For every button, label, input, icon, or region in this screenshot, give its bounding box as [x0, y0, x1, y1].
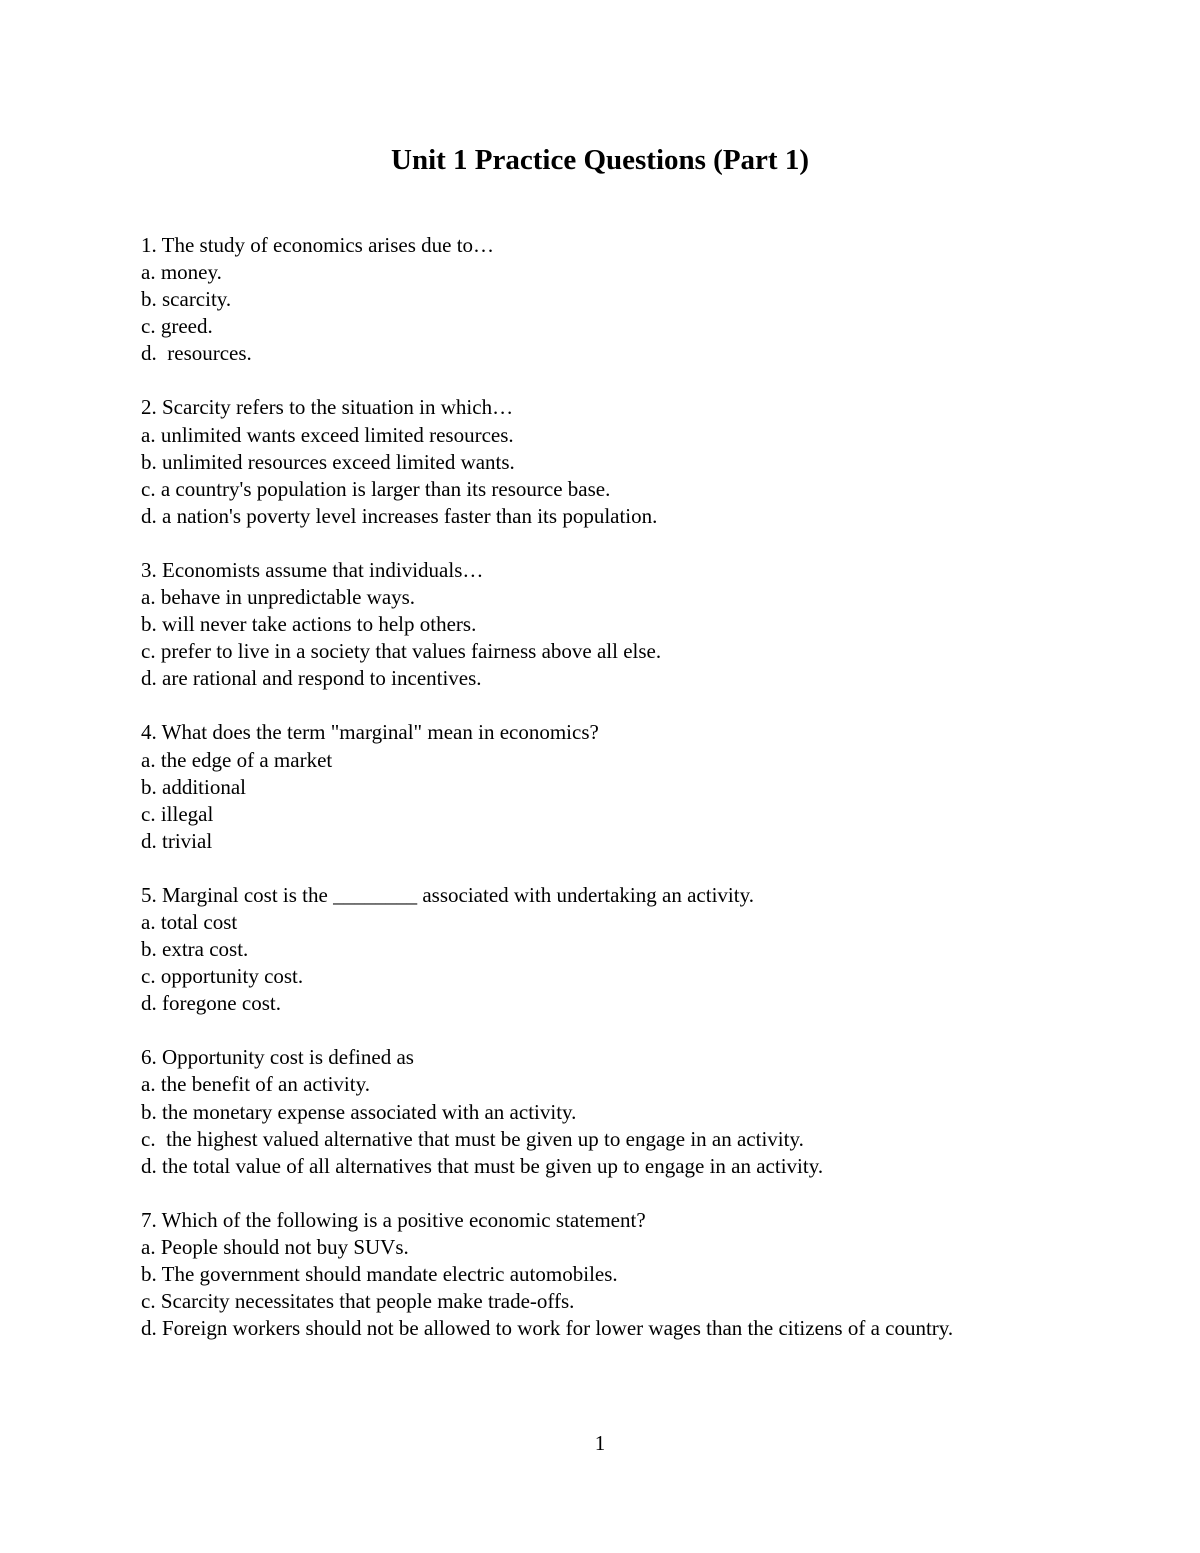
answer-option: a. the edge of a market: [141, 747, 333, 772]
question-5: [141, 882, 1101, 1017]
answer-option: a. unlimited wants exceed limited resources.: [141, 422, 514, 447]
question-prompt: 1. The study of economics arises due to…: [141, 233, 495, 257]
question-1: [141, 232, 1101, 367]
question-2: [141, 394, 1101, 529]
answer-option: a. behave in unpredictable ways.: [141, 585, 416, 610]
answer-option: b. The government should mandate electric automobiles.: [141, 1262, 618, 1286]
answer-option: d. a nation's poverty level increases faster than its population.: [141, 503, 658, 528]
answer-option: d. foregone cost.: [141, 991, 281, 1016]
answer-option: d. trivial: [141, 828, 213, 853]
answer-option: a. money.: [141, 260, 222, 285]
answer-option: c. greed.: [141, 314, 213, 339]
question-4: [141, 719, 1101, 854]
answer-option: d. are rational and respond to incentives.: [141, 666, 482, 691]
answer-option: c. the highest valued alternative that must be given up to engage in an activity.: [141, 1126, 804, 1151]
answer-option: c. illegal: [141, 801, 214, 826]
answer-option: d. Foreign workers should not be allowed to work for lower wages than the citizens of a country.: [141, 1316, 954, 1341]
answer-option: b. will never take actions to help others.: [141, 612, 477, 637]
answer-option: d. resources.: [141, 341, 252, 366]
answer-option: b. unlimited resources exceed limited wants.: [141, 449, 515, 474]
answer-option: a. People should not buy SUVs.: [141, 1234, 409, 1259]
page-title: Unit 1 Practice Questions (Part 1): [391, 144, 809, 176]
answer-option: c. opportunity cost.: [141, 964, 304, 989]
answer-option: d. the total value of all alternatives that must be given up to engage in an activity.: [141, 1153, 824, 1178]
page-number: 1: [594, 1431, 606, 1455]
answer-option: b. extra cost.: [141, 937, 249, 962]
question-prompt: 4. What does the term "marginal" mean in economics?: [141, 720, 599, 745]
answer-option: c. a country's population is larger than its resource base.: [141, 476, 611, 501]
question-7: [141, 1207, 1101, 1342]
answer-option: a. the benefit of an activity.: [141, 1072, 370, 1097]
answer-option: b. additional: [141, 774, 246, 799]
question-prompt: 6. Opportunity cost is defined as: [141, 1045, 414, 1070]
question-6: [141, 1044, 1101, 1179]
question-list: [141, 232, 1101, 1369]
answer-option: a. total cost: [141, 909, 238, 934]
question-3: [141, 557, 1101, 692]
question-prompt: 5. Marginal cost is the ________ associated with undertaking an activity.: [141, 882, 754, 907]
answer-option: b. the monetary expense associated with an activity.: [141, 1099, 577, 1124]
question-prompt: 3. Economists assume that individuals…: [141, 557, 484, 582]
answer-option: b. scarcity.: [141, 287, 232, 312]
question-prompt: 7. Which of the following is a positive economic statement?: [141, 1207, 646, 1232]
answer-option: c. prefer to live in a society that values fairness above all else.: [141, 639, 662, 664]
answer-option: c. Scarcity necessitates that people make trade-offs.: [141, 1289, 575, 1314]
question-prompt: 2. Scarcity refers to the situation in which…: [141, 395, 514, 420]
